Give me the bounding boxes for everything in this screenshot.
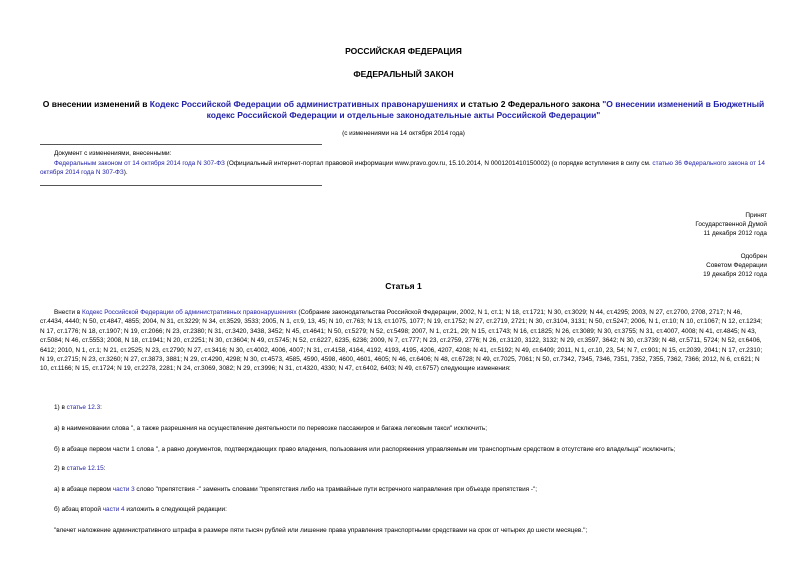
item-1b: б) в абзаце первом части 1 слова ", а равно документов, подтверждающих право владения, пользования или распоряжения управляемым им транспортным средством в отсутствие его владельца" исключить; — [54, 446, 676, 453]
document-title — [40, 99, 767, 121]
item-2b — [54, 505, 767, 514]
item1-link-article-12-3[interactable]: статье 12.3 — [66, 404, 101, 411]
adoption-council — [703, 252, 767, 279]
changes-tail: ). — [123, 169, 128, 176]
item2b-link-part4[interactable]: части 4 — [102, 506, 125, 513]
adopted-date: 11 декабря 2012 года — [703, 230, 767, 237]
item2a-link-part3[interactable]: части 3 — [112, 486, 135, 493]
divider-top — [40, 144, 322, 145]
item-1 — [54, 403, 102, 412]
article-heading: Статья 1 — [385, 281, 422, 291]
item2-link-article-12-15[interactable]: статье 12.15 — [66, 465, 104, 472]
intro-prefix: Внести в — [54, 309, 82, 316]
title-middle: и статью 2 Федерального закона — [458, 99, 603, 109]
adoption-duma — [695, 211, 767, 238]
item2b-text: изложить в следующей редакции: — [124, 506, 227, 513]
item2-suffix: : — [103, 465, 106, 472]
changes-link-307fz[interactable]: Федеральным законом от 14 октября 2014 года N 307-ФЗ — [54, 160, 225, 167]
title-link-koap[interactable]: Кодекс Российской Федерации об административных правонарушениях — [149, 99, 459, 109]
item1-suffix: : — [100, 404, 102, 411]
item1-prefix: 1) в — [54, 404, 67, 411]
changes-text — [40, 159, 767, 177]
adopted-label: Принят — [745, 212, 767, 219]
title-link-budget-law[interactable]: "О внесении изменений в Бюджетный кодекс Российской Федерации и отдельные законодательные акты Российской Федерации" — [206, 99, 765, 120]
item2a-prefix: а) в абзаце первом — [54, 486, 113, 493]
approved-date: 19 декабря 2012 года — [703, 271, 767, 278]
edition-note: (с изменениями на 14 октября 2014 года) — [342, 130, 465, 137]
country-heading: РОССИЙСКАЯ ФЕДЕРАЦИЯ — [345, 46, 462, 56]
item-2 — [54, 464, 105, 473]
approved-by: Советом Федерации — [706, 262, 767, 269]
item2b-prefix: б) абзац второй — [54, 506, 103, 513]
approved-label: Одобрен — [740, 253, 767, 260]
changes-heading: Документ с изменениями, внесенными: — [54, 150, 172, 157]
divider-bottom — [40, 185, 322, 186]
changes-body: (Официальный интернет-портал правовой информации www.pravo.gov.ru, 15.10.2014, N 0001201410150002) (о порядке вступления в силу см. — [224, 160, 653, 167]
changes-link-article36[interactable]: статью 36 Федерального закона от 14 октября 2014 года N 307-ФЗ — [40, 160, 765, 176]
item-2a — [54, 485, 767, 494]
item2-prefix: 2) в — [54, 465, 67, 472]
adopted-by: Государственной Думой — [695, 221, 767, 228]
intro-text: (Собрание законодательства Российской Федерации, 2002, N 1, ст.1; N 18, ст.1721; N 30, ст.3029; N 44, ст.4295; 2003, N 27, ст.2700, 2708, 2717; N 46, ст.4434, 4440; N 50, ст.4847, 4855; 2004, N 31, ст.3229; N 34, ст.3529, 3533; 2005, N 1, ст.9, 13, 45; N 10, ст.763; N 13, ст.1075, 1077; N 19, ст.1752; N 27, ст.2719, 2721; N 30, ст.3104, 3131; N 50, ст.5247; 2006, N 1, ст.10; N 10, ст.1067; N 12, ст.1234; N 17, ст.1776; N 18, ст.1907; N 19, ст.2066; N 23, ст.2380; N 31, ст.3420, 3438, 3452; N 45, ст.4641; N 50, ст.5279; N 52, ст.5498; 2007, N 1, ст.21, 29; N 15, ст.1743; N 16, ст.1825; N 26, ст.3089; N 30, ст.3755; N 31, ст.4007, 4008; N 41, ст.4845; N 43, ст.5084; N 46, ст.5553; 2008, N 18, ст.1941; N 20, ст.2251; N 30, ст.3604; N 49, ст.5745; N 52, ст.6227, 6235, 6236; 2009, N 7, ст.777; N 23, ст.2759, 2776; N 26, ст.3120, 3122, 3132; N 29, ст.3597, 3642; N 30, ст.3739; N 48, ст.5711, 5724; N 52, ст.6406, 6412; 2010, N 1, ст.1; N 21, ст.2525; N 23, ст.2790; N 27, ст.3416; N 30, ст.4002, 4006, 4007; N 31, ст.4158, 4164, 4192, 4193, 4195, 4206, 4207, 4208; N 41, ст.5192; N 49, ст.6409; 2011, N 1, ст.10, 23, 54; N 7, ст.901; N 15, ст.2039, 2041; N 17, ст.2310; N 19, ст.2715; N 23, ст.3260; N 27, ст.3873, 3881; N 29, ст.4290, 4298; N 30, ст.4573, 4585, 4590, 4598, 4600, 4601, 4605; N 46, ст.6406; N 48, ст.6728; N 49, ст.7025, 7061; N 50, ст.7342, 7345, 7346, 7351, 7352, 7355, 7362, 7366; 2012, N 6, ст.621; N 10, ст.1166; N 15, ст.1724; N 19, ст.2278, 2281; N 24, ст.3069, 3082; N 29, ст.3996; N 31, ст.4320, 4330; N 47, ст.6402, 6403; N 49, ст.6757) следующие изменения: — [40, 309, 763, 373]
title-prefix: О внесении изменений в — [42, 99, 150, 109]
item-1a: а) в наименовании слова ", а также разрешения на осуществление деятельности по перевозке пассажиров и багажа легковым такси" исключить; — [54, 425, 487, 432]
intro-link-koap[interactable]: Кодекс Российской Федерации об административных правонарушениях — [81, 309, 297, 316]
article-intro — [40, 308, 767, 374]
quoted-text: "влечет наложение административного штрафа в размере пяти тысяч рублей или лишение права управления транспортными средствами на срок от четырех до шести месяцев."; — [54, 527, 588, 534]
law-type-heading: ФЕДЕРАЛЬНЫЙ ЗАКОН — [353, 69, 454, 79]
item2a-text: слово "препятствия -" заменить словами "препятствия либо на трамвайные пути встречного направления при объезде препятствия -"; — [134, 486, 538, 493]
